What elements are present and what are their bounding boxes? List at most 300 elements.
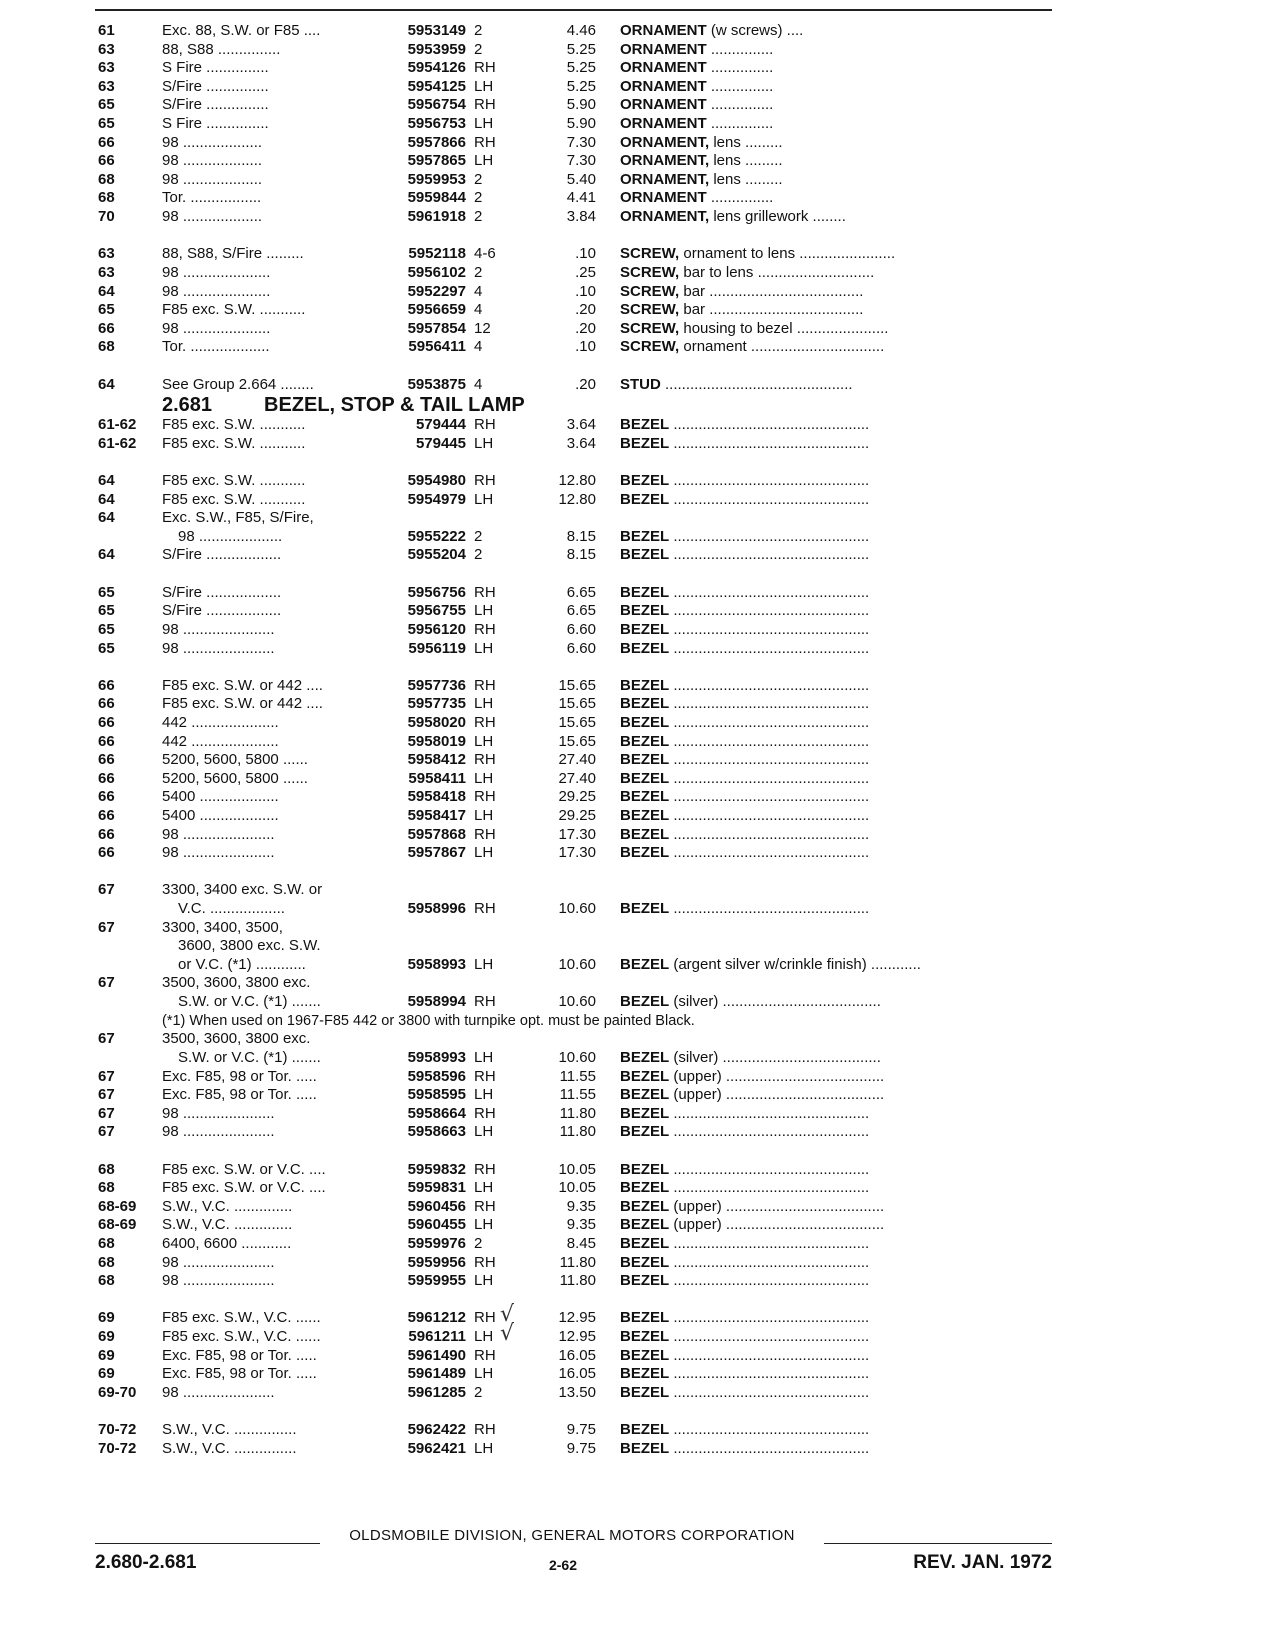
part-number: 5957866 — [407, 133, 466, 151]
model-year: 66 — [98, 319, 115, 337]
quantity: RH — [474, 133, 496, 151]
part-row — [0, 788, 1263, 807]
model-year: 67 — [98, 1123, 115, 1141]
list-price: 16.05 — [558, 1346, 596, 1364]
list-price: 11.80 — [559, 1123, 596, 1141]
part-detail: ............................................... — [669, 1439, 870, 1457]
part-description — [620, 640, 1052, 659]
quantity: LH — [474, 490, 494, 508]
part-detail: ............................................... — [669, 732, 870, 750]
part-detail: ............................................... — [669, 1104, 870, 1122]
model-year: 63 — [98, 77, 115, 95]
model-year: 65 — [98, 115, 115, 133]
model-applicability: Exc. 88, S.W. or F85 .... — [162, 22, 321, 39]
quantity: LH — [474, 1328, 494, 1346]
quantity: RH — [474, 1346, 496, 1364]
part-number: 5958994 — [407, 993, 466, 1011]
part-description — [620, 435, 1052, 454]
part-row — [0, 844, 1263, 863]
list-price: 3.84 — [566, 208, 596, 226]
part-detail: ............................................... — [669, 546, 870, 564]
part-detail: ............................................. — [660, 375, 853, 393]
part-description — [620, 1421, 1052, 1440]
quantity: 2 — [474, 170, 483, 188]
part-number: 5957867 — [407, 844, 466, 862]
part-row — [0, 208, 1263, 227]
part-row — [0, 96, 1263, 115]
model-applicability: 98 ...................... — [162, 1253, 275, 1271]
list-price: .10 — [575, 245, 596, 263]
quantity: 4 — [474, 301, 483, 319]
list-price: 4.46 — [566, 22, 596, 39]
part-row — [0, 528, 1263, 547]
part-detail: ............................................... — [669, 713, 870, 731]
part-row — [0, 22, 1263, 41]
part-number: 5952118 — [408, 245, 466, 263]
model-applicability: 442 ..................... — [162, 713, 279, 731]
model-year: 65 — [98, 583, 115, 601]
quantity: RH — [474, 1104, 496, 1122]
model-year: 69 — [98, 1309, 115, 1327]
model-applicability: S Fire ............... — [162, 115, 269, 133]
part-name: BEZEL — [620, 955, 670, 973]
part-number: 5957735 — [407, 695, 466, 713]
list-price: 11.55 — [559, 1067, 596, 1085]
quantity: LH — [474, 1048, 494, 1066]
part-row — [0, 1302, 1263, 1328]
part-row — [0, 416, 1263, 435]
part-row — [0, 807, 1263, 826]
part-number: 5956755 — [407, 602, 466, 620]
section-number: 2.681 — [162, 394, 213, 417]
quantity: LH — [474, 1272, 494, 1290]
part-row — [0, 264, 1263, 283]
part-number: 5958596 — [407, 1067, 466, 1085]
quantity: RH — [474, 751, 496, 769]
quantity: 2 — [474, 22, 483, 39]
part-name: BEZEL — [620, 1123, 670, 1141]
list-price: 7.30 — [566, 133, 596, 151]
part-name: BEZEL — [620, 1421, 670, 1439]
quantity: RH — [474, 825, 496, 843]
list-price: 17.30 — [558, 825, 596, 843]
part-detail: ............................................... — [669, 527, 870, 545]
part-name: SCREW, — [620, 319, 680, 337]
part-detail: ............................................... — [669, 806, 870, 824]
part-description — [620, 283, 1052, 302]
part-row — [0, 1347, 1263, 1366]
part-row — [0, 472, 1263, 491]
part-number: 5953959 — [407, 40, 466, 58]
model-year: 67 — [98, 1086, 115, 1104]
model-applicability: F85 exc. S.W., V.C. ...... — [162, 1309, 321, 1327]
part-name: BEZEL — [620, 1067, 670, 1085]
part-number: 5958993 — [407, 955, 466, 973]
quantity: LH — [474, 1123, 494, 1141]
model-year: 64 — [98, 282, 115, 300]
quantity: 2 — [474, 1235, 483, 1252]
part-description — [620, 115, 1052, 134]
quantity: LH — [474, 1365, 494, 1383]
model-applicability: 3500, 3600, 3800 exc. — [162, 1030, 311, 1048]
part-description — [620, 320, 1052, 339]
part-name: BEZEL — [620, 806, 670, 824]
model-applicability: F85 exc. S.W. or 442 .... — [162, 676, 323, 694]
part-row — [0, 546, 1263, 565]
part-number: 5953149 — [407, 22, 466, 39]
part-number: 5953875 — [407, 375, 466, 393]
model-year: 64 — [98, 472, 115, 490]
model-applicability: 98 ................... — [162, 133, 263, 151]
part-detail: ............... — [706, 59, 774, 77]
part-number: 5959956 — [407, 1253, 466, 1271]
quantity: LH — [474, 1086, 494, 1104]
model-year: 67 — [98, 918, 115, 936]
part-description — [620, 844, 1052, 863]
part-description — [620, 695, 1052, 714]
part-detail: ............................................... — [669, 1123, 870, 1141]
quantity: 2 — [474, 40, 483, 58]
quantity: LH — [474, 732, 494, 750]
model-applicability: V.C. .................. — [178, 900, 285, 918]
footer-page-number: 2-62 — [548, 1557, 578, 1573]
part-detail: ............................................... — [669, 1383, 870, 1401]
part-row — [0, 338, 1263, 357]
model-year: 66 — [98, 751, 115, 769]
part-row — [0, 881, 1263, 900]
model-applicability: 98 ................... — [162, 152, 263, 170]
part-description — [620, 152, 1052, 171]
part-number: 5957868 — [407, 825, 466, 843]
part-row — [0, 1161, 1263, 1180]
model-applicability: S.W., V.C. .............. — [162, 1197, 293, 1215]
part-detail: ............................................... — [669, 844, 870, 862]
part-name: BEZEL — [620, 546, 670, 564]
model-applicability: or V.C. (*1) ............ — [178, 955, 306, 973]
part-name: BEZEL — [620, 993, 670, 1011]
model-year: 65 — [98, 602, 115, 620]
quantity: LH — [474, 434, 494, 452]
part-description — [620, 416, 1052, 435]
part-description — [620, 677, 1052, 696]
part-detail: lens grillework ........ — [709, 208, 846, 226]
quantity: LH — [474, 1439, 494, 1457]
model-year: 69 — [98, 1365, 115, 1383]
part-detail: bar to lens ............................ — [679, 263, 875, 281]
model-year: 69 — [98, 1328, 115, 1346]
part-description — [620, 78, 1052, 97]
model-year: 68-69 — [98, 1216, 137, 1234]
part-detail: ............................................... — [669, 620, 870, 638]
quantity: RH — [474, 1197, 496, 1215]
model-year: 67 — [98, 1104, 115, 1122]
quantity: LH — [474, 806, 494, 824]
model-year: 66 — [98, 769, 115, 787]
part-number: 5960456 — [407, 1197, 466, 1215]
part-row — [0, 770, 1263, 789]
part-name: BEZEL — [620, 1179, 670, 1197]
model-year: 61-62 — [98, 434, 137, 452]
model-applicability: Exc. F85, 98 or Tor. ..... — [162, 1346, 317, 1364]
model-year: 65 — [98, 639, 115, 657]
model-year: 68 — [98, 1179, 115, 1197]
part-detail: ............................................... — [669, 751, 870, 769]
part-description — [620, 1309, 1052, 1328]
part-detail: ............................................... — [669, 1328, 870, 1346]
quantity: LH — [474, 602, 494, 620]
model-year: 64 — [98, 509, 115, 527]
part-number: 5954979 — [407, 490, 466, 508]
parts-list — [0, 22, 1263, 1458]
quantity: LH — [474, 844, 494, 862]
part-row — [0, 1105, 1263, 1124]
part-name: BEZEL — [620, 825, 670, 843]
part-row — [0, 1421, 1263, 1440]
model-applicability: S Fire ............... — [162, 59, 269, 77]
model-year: 64 — [98, 490, 115, 508]
list-price: 9.35 — [566, 1216, 596, 1234]
list-price: 29.25 — [558, 788, 596, 806]
part-number: 5958412 — [407, 751, 466, 769]
part-name: BEZEL — [620, 1253, 670, 1271]
list-price: .20 — [575, 375, 596, 393]
list-price: .20 — [575, 319, 596, 337]
part-description — [620, 1105, 1052, 1124]
model-applicability: 98 ...................... — [162, 1104, 275, 1122]
list-price: 11.80 — [559, 1104, 596, 1122]
model-year: 66 — [98, 806, 115, 824]
part-description — [620, 956, 1052, 975]
part-description — [620, 1086, 1052, 1105]
part-name: ORNAMENT — [620, 96, 707, 114]
list-price: 4.41 — [566, 189, 596, 207]
part-name: ORNAMENT — [620, 22, 707, 39]
part-name: ORNAMENT — [620, 40, 707, 58]
model-year: 64 — [98, 546, 115, 564]
part-name: ORNAMENT, — [620, 170, 710, 188]
part-name: BEZEL — [620, 1309, 670, 1327]
model-applicability: F85 exc. S.W. or 442 .... — [162, 695, 323, 713]
part-name: BEZEL — [620, 639, 670, 657]
list-price: 15.65 — [558, 732, 596, 750]
model-applicability: 88, S88, S/Fire ......... — [162, 245, 304, 263]
part-number: 5958417 — [407, 806, 466, 824]
part-number: 5956754 — [407, 96, 466, 114]
footer-brand: OLDSMOBILE DIVISION, GENERAL MOTORS CORPORATION — [349, 1527, 795, 1544]
part-row — [0, 1068, 1263, 1087]
row-spacer — [0, 565, 1263, 584]
list-price: 10.05 — [558, 1160, 596, 1178]
model-applicability: S/Fire .................. — [162, 546, 282, 564]
model-applicability: 98 ..................... — [162, 263, 271, 281]
part-name: BEZEL — [620, 1346, 670, 1364]
part-row — [0, 301, 1263, 320]
quantity: LH — [474, 955, 494, 973]
part-row — [0, 134, 1263, 153]
part-name: ORNAMENT, — [620, 208, 710, 226]
part-detail: housing to bezel ...................... — [679, 319, 889, 337]
row-spacer — [0, 357, 1263, 376]
model-applicability: 98 ...................... — [162, 620, 275, 638]
part-row — [0, 826, 1263, 845]
part-description — [620, 208, 1052, 227]
model-year: 68 — [98, 1235, 115, 1252]
quantity: LH — [474, 1179, 494, 1197]
part-row — [0, 919, 1263, 938]
part-description — [620, 826, 1052, 845]
part-row — [0, 376, 1263, 395]
quantity: RH — [474, 676, 496, 694]
part-description — [620, 993, 1052, 1012]
part-row — [0, 900, 1263, 919]
model-year: 67 — [98, 974, 115, 992]
part-description — [620, 134, 1052, 153]
part-number: 5959953 — [407, 170, 466, 188]
part-detail: ............................................... — [669, 788, 870, 806]
model-applicability: Tor. ................. — [162, 189, 262, 207]
model-applicability: 5400 ................... — [162, 806, 279, 824]
model-year: 61-62 — [98, 416, 137, 434]
model-year: 68 — [98, 1272, 115, 1290]
part-number: 5958019 — [407, 732, 466, 750]
model-applicability: 98 ...................... — [162, 825, 275, 843]
part-detail: lens ......... — [709, 133, 783, 151]
part-detail: ............................................... — [669, 1365, 870, 1383]
list-price: 5.25 — [566, 77, 596, 95]
part-description — [620, 900, 1052, 919]
list-price: .10 — [575, 282, 596, 300]
model-applicability: F85 exc. S.W. ........... — [162, 490, 306, 508]
part-detail: ............................................... — [669, 602, 870, 620]
part-detail: ............................................... — [669, 1253, 870, 1271]
model-year: 68 — [98, 1160, 115, 1178]
part-description — [620, 472, 1052, 491]
quantity: LH — [474, 695, 494, 713]
quantity: RH — [474, 993, 496, 1011]
quantity: RH — [474, 900, 496, 918]
part-name: BEZEL — [620, 751, 670, 769]
list-price: 8.15 — [566, 527, 596, 545]
part-detail: ............... — [706, 189, 774, 207]
model-applicability: 98 ...................... — [162, 639, 275, 657]
part-number: 5955222 — [407, 527, 466, 545]
quantity: RH — [474, 788, 496, 806]
part-description — [620, 1161, 1052, 1180]
model-applicability: 88, S88 ............... — [162, 40, 281, 58]
quantity: RH — [474, 713, 496, 731]
list-price: 10.60 — [558, 993, 596, 1011]
part-detail: ............................................... — [669, 825, 870, 843]
part-description — [620, 171, 1052, 190]
list-price: 8.45 — [566, 1235, 596, 1252]
part-description — [620, 1328, 1052, 1347]
part-description — [620, 1235, 1052, 1254]
part-number: 5959844 — [407, 189, 466, 207]
part-row — [0, 677, 1263, 696]
list-price: 10.60 — [558, 900, 596, 918]
part-number: 5954125 — [407, 77, 466, 95]
part-description — [620, 546, 1052, 565]
part-detail: (upper) ...................................... — [669, 1086, 885, 1104]
part-name: BEZEL — [620, 1216, 670, 1234]
model-applicability: Exc. S.W., F85, S/Fire, — [162, 509, 314, 527]
model-applicability: S/Fire ............... — [162, 77, 269, 95]
model-applicability: 3500, 3600, 3800 exc. — [162, 974, 311, 992]
part-description — [620, 1179, 1052, 1198]
part-description — [620, 584, 1052, 603]
list-price: 6.65 — [566, 602, 596, 620]
quantity: 4 — [474, 282, 483, 300]
part-number: 5958993 — [407, 1048, 466, 1066]
quantity: LH — [474, 152, 494, 170]
part-number: 579444 — [415, 416, 466, 434]
model-year: 66 — [98, 825, 115, 843]
model-applicability: See Group 2.664 ........ — [162, 375, 314, 393]
model-year: 68-69 — [98, 1197, 137, 1215]
part-name: BEZEL — [620, 527, 670, 545]
part-detail: ............................................... — [669, 900, 870, 918]
part-detail: ornament to lens ....................... — [679, 245, 896, 263]
part-name: ORNAMENT, — [620, 133, 710, 151]
part-row — [0, 115, 1263, 134]
part-name: BEZEL — [620, 1197, 670, 1215]
part-name: BEZEL — [620, 1439, 670, 1457]
quantity: LH — [474, 77, 494, 95]
model-applicability: F85 exc. S.W. ........... — [162, 472, 306, 490]
part-row — [0, 435, 1263, 454]
model-year: 63 — [98, 40, 115, 58]
part-row — [0, 751, 1263, 770]
part-number: 5958020 — [407, 713, 466, 731]
part-number: 5956411 — [408, 338, 466, 356]
part-number: 5961212 — [407, 1309, 466, 1327]
part-row — [0, 993, 1263, 1012]
part-detail: ............... — [706, 77, 774, 95]
model-applicability: Tor. ................... — [162, 338, 270, 356]
part-description — [620, 621, 1052, 640]
model-applicability: S/Fire .................. — [162, 583, 282, 601]
model-applicability: 98 ...................... — [162, 844, 275, 862]
part-row — [0, 1049, 1263, 1068]
part-row — [0, 974, 1263, 993]
part-row — [0, 1440, 1263, 1459]
part-description — [620, 807, 1052, 826]
part-detail: ............................................... — [669, 472, 870, 490]
list-price: 5.40 — [566, 170, 596, 188]
quantity: 2 — [474, 208, 483, 226]
row-spacer — [0, 1402, 1263, 1421]
part-row — [0, 1086, 1263, 1105]
part-name: BEZEL — [620, 769, 670, 787]
part-name: BEZEL — [620, 844, 670, 862]
part-detail: ............... — [706, 96, 774, 114]
list-price: 5.25 — [566, 59, 596, 77]
part-number: 5961490 — [407, 1346, 466, 1364]
part-name: BEZEL — [620, 1160, 670, 1178]
list-price: 12.95 — [558, 1328, 596, 1346]
model-year: 67 — [98, 881, 115, 899]
model-year: 66 — [98, 844, 115, 862]
model-year: 65 — [98, 301, 115, 319]
part-description — [620, 22, 1052, 41]
list-price: 15.65 — [558, 695, 596, 713]
quantity: RH — [474, 59, 496, 77]
part-name: SCREW, — [620, 301, 680, 319]
part-row — [0, 41, 1263, 60]
model-applicability: S.W., V.C. .............. — [162, 1216, 293, 1234]
model-applicability: Exc. F85, 98 or Tor. ..... — [162, 1365, 317, 1383]
part-number: 5954980 — [407, 472, 466, 490]
